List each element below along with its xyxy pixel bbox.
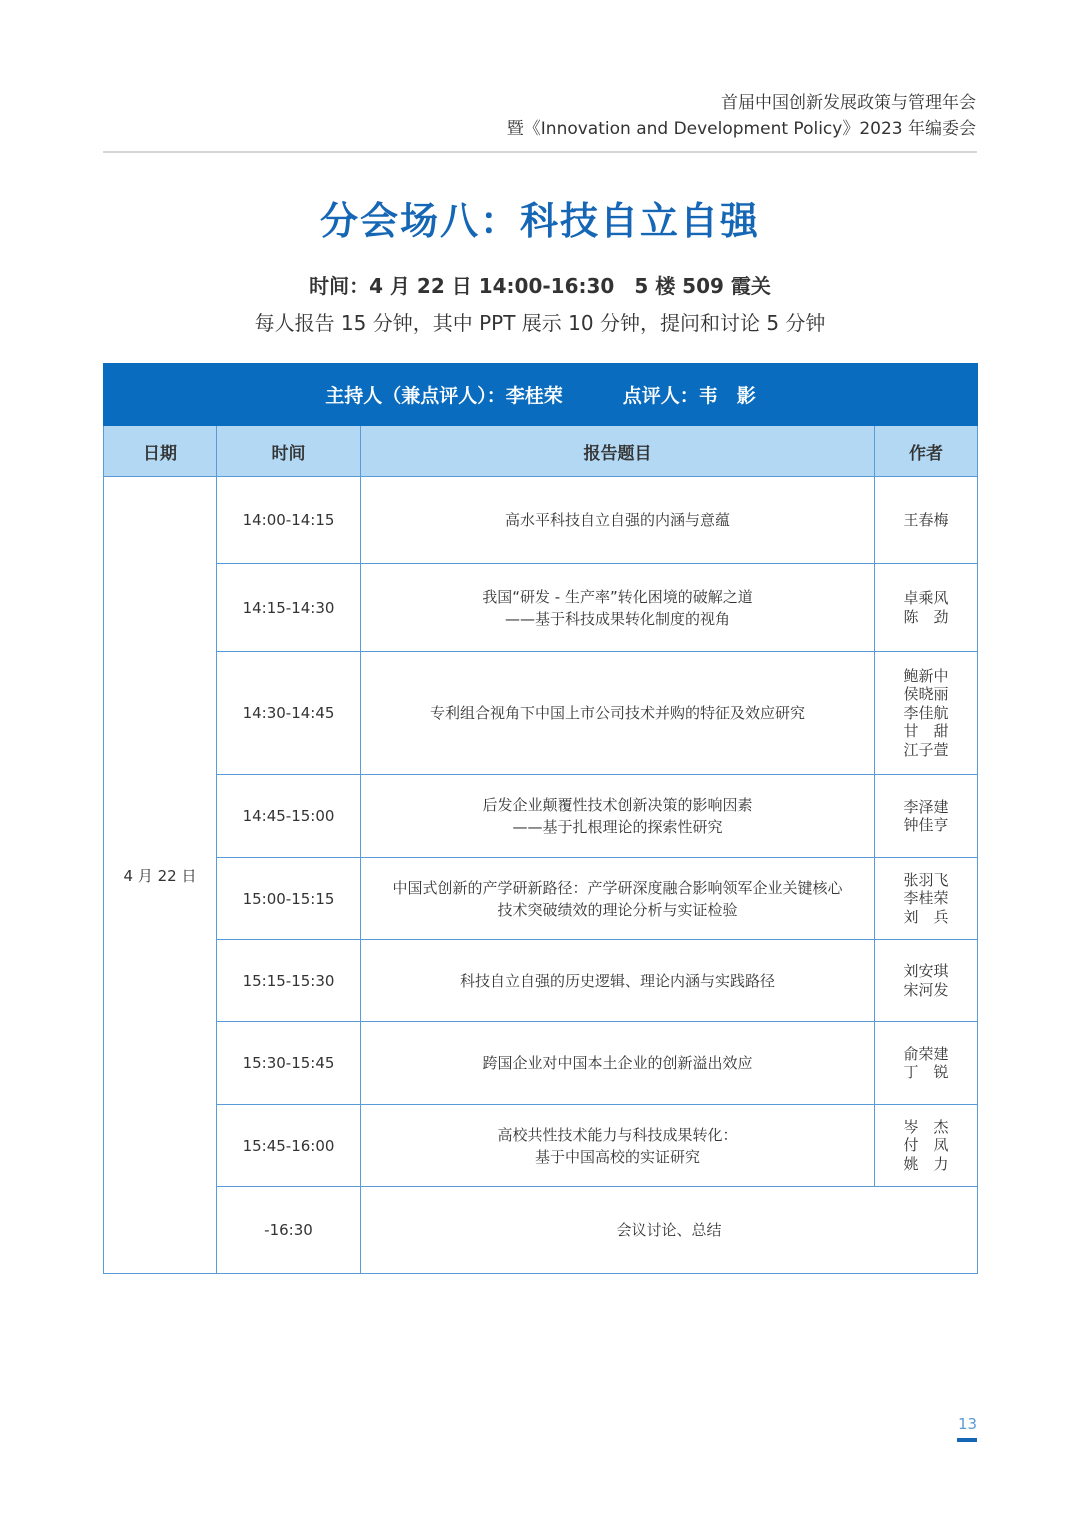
page-title: 分会场八：科技自立自强 — [319, 199, 760, 243]
topic-cell — [361, 940, 875, 1022]
table-row — [104, 858, 978, 940]
time-cell: 14:45-15:00 — [217, 775, 361, 858]
author-name: 刘 兵 — [903, 907, 949, 926]
author-name: 李泽建 — [903, 797, 949, 816]
host-text: 主持人（兼点评人）：李桂荣 — [325, 385, 563, 407]
topic-line: 跨国企业对中国本土企业的创新溢出效应 — [482, 1054, 753, 1072]
topic-line: ——基于科技成果转化制度的视角 — [504, 609, 730, 628]
author-name: 侯晓丽 — [903, 685, 949, 704]
topic-cell — [361, 858, 875, 940]
time-cell: 15:00-15:15 — [217, 858, 361, 940]
reviewer-text: 点评人：韦 影 — [622, 385, 756, 407]
author-name: 李桂荣 — [903, 889, 949, 908]
author-cell — [875, 1105, 978, 1187]
table-row — [104, 1022, 978, 1105]
topic-line: 后发企业颠覆性技术创新决策的影响因素 — [482, 796, 753, 814]
column-header-author: 作者 — [875, 426, 978, 477]
topic-line: ——基于扎根理论的探索性研究 — [512, 818, 723, 836]
author-cell — [875, 775, 978, 858]
topic-line: 基于中国高校的实证研究 — [534, 1147, 700, 1166]
author-cell — [875, 477, 978, 564]
column-header-time: 时间 — [217, 426, 361, 477]
author-name: 陈 劲 — [903, 607, 949, 626]
time-cell: 15:30-15:45 — [217, 1022, 361, 1105]
topic-line: 高水平科技自立自强的内涵与意蕴 — [504, 511, 730, 529]
table-row-closing — [104, 1187, 978, 1274]
time-cell: 14:00-14:15 — [217, 477, 361, 564]
author-cell — [875, 940, 978, 1022]
author-cell — [875, 1022, 978, 1105]
session-time-venue — [0, 270, 1080, 299]
session-venue: 5 楼 509 霞关 — [634, 274, 771, 298]
topic-line: 科技自立自强的历史逻辑、理论内涵与实践路径 — [459, 971, 775, 990]
author-name: 江子萱 — [903, 740, 949, 759]
table-row — [104, 1105, 978, 1187]
closing-time-cell: -16:30 — [217, 1187, 361, 1274]
table-row — [104, 940, 978, 1022]
author-name: 付 凤 — [903, 1136, 949, 1155]
date-cell: 4 月 22 日 — [104, 477, 217, 1274]
topic-line: 专利组合视角下中国上市公司技术并购的特征及效应研究 — [429, 704, 805, 722]
page-number-bar — [957, 1438, 977, 1442]
page-number: 13 — [958, 1415, 978, 1433]
table-row — [104, 564, 978, 652]
closing-topic-cell: 会议讨论、总结 — [361, 1187, 978, 1274]
author-name: 鲍新中 — [903, 666, 949, 685]
topic-line: 高校共性技术能力与科技成果转化： — [497, 1125, 738, 1144]
header-divider — [103, 151, 977, 153]
author-name: 钟佳亨 — [903, 816, 949, 834]
topic-cell — [361, 477, 875, 564]
author-cell — [875, 564, 978, 652]
topic-cell — [361, 652, 875, 775]
author-name: 张羽飞 — [903, 870, 949, 889]
column-header-row — [104, 426, 978, 477]
time-cell: 15:45-16:00 — [217, 1105, 361, 1187]
time-cell: 14:30-14:45 — [217, 652, 361, 775]
author-name: 丁 锐 — [903, 1063, 949, 1081]
author-cell — [875, 858, 978, 940]
session-time: 时间：4 月 22 日 14:00-16:30 — [309, 274, 615, 298]
presentation-rule: 每人报告 15 分钟，其中 PPT 展示 10 分钟，提问和讨论 5 分钟 — [254, 311, 826, 335]
time-cell: 15:15-15:30 — [217, 940, 361, 1022]
time-cell: 14:15-14:30 — [217, 564, 361, 652]
topic-cell — [361, 1105, 875, 1187]
schedule-table — [103, 363, 978, 1274]
author-name: 刘安琪 — [903, 962, 949, 980]
author-name: 卓乘风 — [903, 589, 949, 607]
topic-cell — [361, 1022, 875, 1105]
topic-line: 我国“研发 - 生产率”转化困境的破解之道 — [482, 587, 753, 606]
header-line-2: 暨《Innovation and Development Policy》2023 年编委会 — [506, 119, 976, 139]
column-header-date: 日期 — [104, 426, 217, 477]
topic-line: 技术突破绩效的理论分析与实证检验 — [497, 900, 738, 919]
author-name: 俞荣建 — [903, 1044, 949, 1063]
table-row — [104, 775, 978, 858]
column-header-topic: 报告题目 — [361, 426, 875, 477]
schedule-rows — [104, 477, 978, 1274]
author-name: 王春梅 — [903, 510, 949, 529]
header-line-1: 首届中国创新发展政策与管理年会 — [721, 93, 976, 113]
author-name: 岑 杰 — [903, 1117, 949, 1136]
topic-cell — [361, 775, 875, 858]
author-cell — [875, 652, 978, 775]
author-name: 宋河发 — [903, 980, 949, 999]
author-name: 姚 力 — [903, 1154, 949, 1173]
author-name: 甘 甜 — [903, 722, 949, 741]
author-name: 李佳航 — [903, 703, 949, 722]
topic-cell — [361, 564, 875, 652]
host-banner — [104, 364, 978, 426]
running-header — [507, 90, 976, 142]
table-row — [104, 652, 978, 775]
topic-line: 中国式创新的产学研新路径：产学研深度融合影响领军企业关键核心 — [392, 878, 843, 897]
table-row — [104, 477, 978, 564]
